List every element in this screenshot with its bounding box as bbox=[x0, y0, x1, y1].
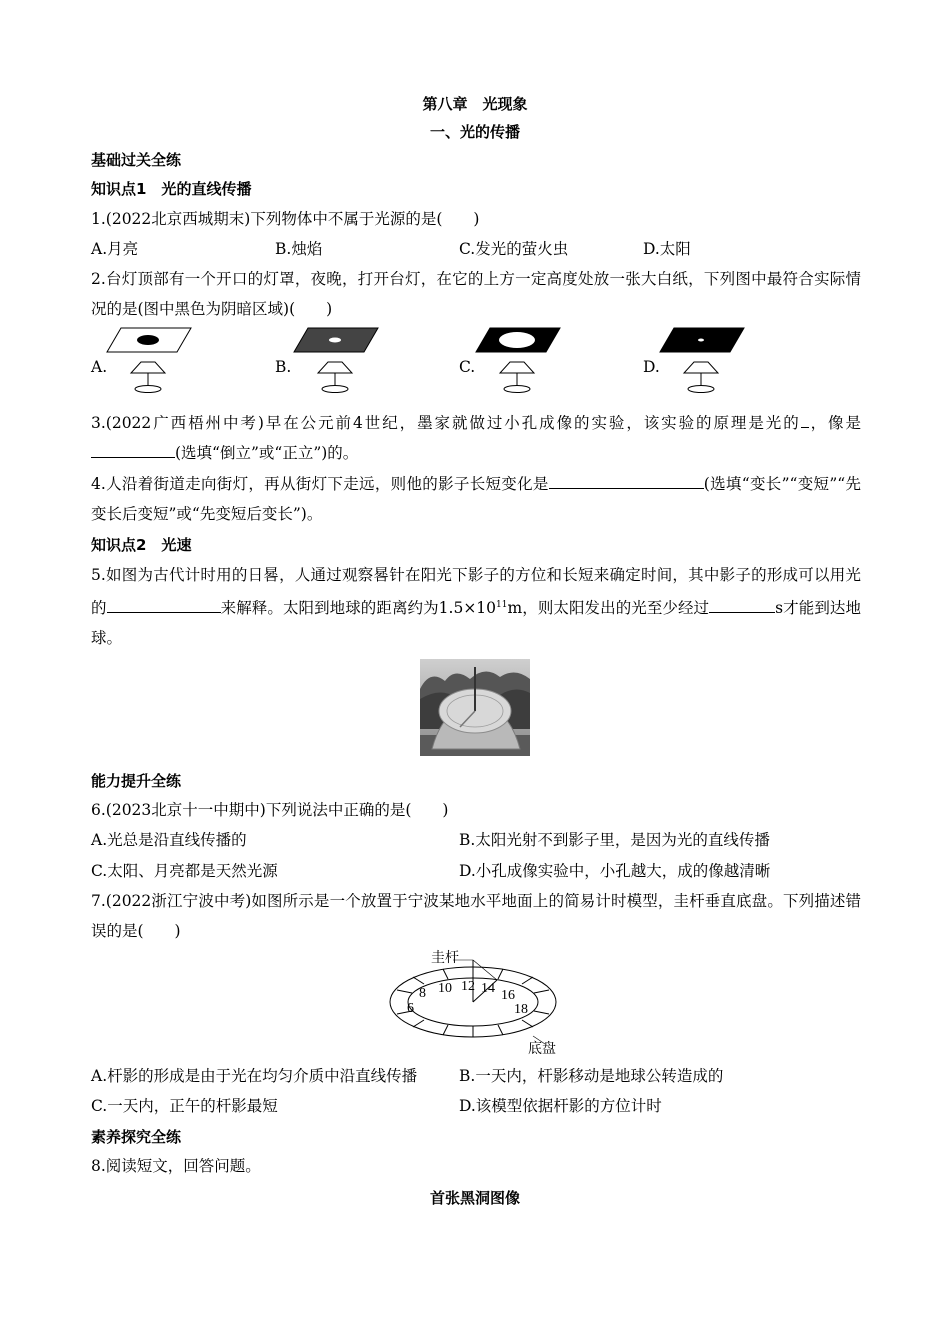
q7-stem: 7.(2022浙江宁波中考)如图所示是一个放置于宁波某地水平地面上的简易计时模型，圭杆垂直底盘。下列描述错误的是( ) bbox=[91, 892, 861, 940]
q1-option-b: B.烛焰 bbox=[275, 240, 323, 258]
q2-figure-c bbox=[472, 326, 564, 396]
q6-option-a: A.光总是沿直线传播的 bbox=[91, 831, 247, 849]
pole-label: 圭杆 bbox=[431, 950, 459, 966]
chapter-title: 第八章 光现象 bbox=[422, 95, 528, 113]
q6-option-c: C.太阳、月亮都是天然光源 bbox=[91, 862, 278, 880]
q3-text-post: (选填“倒立”或“正立”)的。 bbox=[175, 444, 359, 462]
q5-blank-1[interactable] bbox=[107, 598, 221, 613]
q7-option-d: D.该模型依据杆影的方位计时 bbox=[459, 1097, 662, 1115]
q5-text-pre: 5.如图为古代计时用的日晷，人通过观察晷针在阳光下影子的方位和长短来确定时间，其中影子的形成可以用光的 bbox=[91, 566, 861, 618]
q5-text bbox=[91, 560, 861, 653]
q3-text-mid: ，像是 bbox=[808, 414, 861, 432]
hour-8: 8 bbox=[419, 986, 426, 1001]
base-label: 底盘 bbox=[528, 1041, 556, 1056]
article-title: 首张黑洞图像 bbox=[429, 1189, 520, 1207]
q2-label-b: B. bbox=[275, 358, 292, 376]
q7-option-c: C.一天内，正午的杆影最短 bbox=[91, 1097, 278, 1115]
q5-exponent: 11 bbox=[496, 600, 508, 610]
q2-figure-d bbox=[656, 326, 748, 396]
q1-stem: 1.(2022北京西城期末)下列物体中不属于光源的是( ) bbox=[91, 210, 480, 228]
q3-text-pre: 3.(2022广西梧州中考)早在公元前4世纪，墨家就做过小孔成像的实验，该实验的原理是光的 bbox=[91, 414, 801, 432]
q5-unit: s bbox=[775, 599, 784, 618]
hour-6: 6 bbox=[407, 1001, 414, 1016]
q5-text-mid1: 来解释。太阳到地球的距离约为1.5×10 bbox=[220, 599, 497, 618]
hour-14: 14 bbox=[481, 981, 495, 996]
part3-title: 素养探究全练 bbox=[91, 1128, 182, 1146]
q8-stem: 8.阅读短文，回答问题。 bbox=[91, 1157, 261, 1175]
q2-label-d: D. bbox=[643, 358, 660, 376]
q5-text-mid2: m，则太阳发出的光至少经过 bbox=[507, 599, 710, 618]
q3-blank-2[interactable] bbox=[91, 443, 175, 458]
q2-figure-b bbox=[290, 326, 382, 396]
q2-stem: 2.台灯顶部有一个开口的灯罩，夜晚，打开台灯，在它的上方一定高度处放一张大白纸，下列图中最符合实际情况的是(图中黑色为阴暗区域)( ) bbox=[91, 270, 861, 318]
q2-figure-a bbox=[103, 326, 195, 396]
q4-text bbox=[91, 469, 861, 529]
q6-option-d: D.小孔成像实验中，小孔越大，成的像越清晰 bbox=[459, 862, 771, 880]
q5-text-post: 才能到达地球。 bbox=[91, 599, 861, 648]
q6-stem: 6.(2023北京十一中期中)下列说法中正确的是( ) bbox=[91, 801, 449, 819]
q2-label-c: C. bbox=[459, 358, 476, 376]
q5-blank-2[interactable] bbox=[709, 598, 775, 613]
q3-blank-1[interactable] bbox=[801, 413, 809, 428]
q1-option-c: C.发光的萤火虫 bbox=[459, 240, 569, 258]
q3-text bbox=[91, 408, 861, 468]
knowledge-point-2: 知识点2 光速 bbox=[91, 536, 192, 554]
q4-blank[interactable] bbox=[549, 474, 704, 489]
q4-text-pre: 4.人沿着街道走向街灯，再从街灯下走远，则他的影子长短变化是 bbox=[91, 475, 549, 493]
q7-option-b: B.一天内，杆影移动是地球公转造成的 bbox=[459, 1067, 724, 1085]
sundial-photo bbox=[420, 659, 530, 756]
q1-option-a: A.月亮 bbox=[91, 240, 139, 258]
gnomon-diagram bbox=[385, 944, 570, 1056]
q7-option-a: A.杆影的形成是由于光在均匀介质中沿直线传播 bbox=[91, 1067, 418, 1085]
q6-option-b: B.太阳光射不到影子里，是因为光的直线传播 bbox=[459, 831, 770, 849]
knowledge-point-1: 知识点1 光的直线传播 bbox=[91, 180, 252, 198]
part2-title: 能力提升全练 bbox=[91, 772, 182, 790]
part1-title: 基础过关全练 bbox=[91, 151, 182, 169]
hour-10: 10 bbox=[438, 981, 452, 996]
q4-text-post: (选填“变长”“变短”“先变长后变短”或“先变短后变长”)。 bbox=[91, 475, 862, 523]
q2-label-a: A. bbox=[91, 358, 108, 376]
q1-option-d: D.太阳 bbox=[643, 240, 691, 258]
section-title: 一、光的传播 bbox=[429, 123, 520, 141]
hour-16: 16 bbox=[501, 988, 515, 1003]
hour-18: 18 bbox=[514, 1002, 528, 1017]
hour-12: 12 bbox=[461, 979, 475, 994]
